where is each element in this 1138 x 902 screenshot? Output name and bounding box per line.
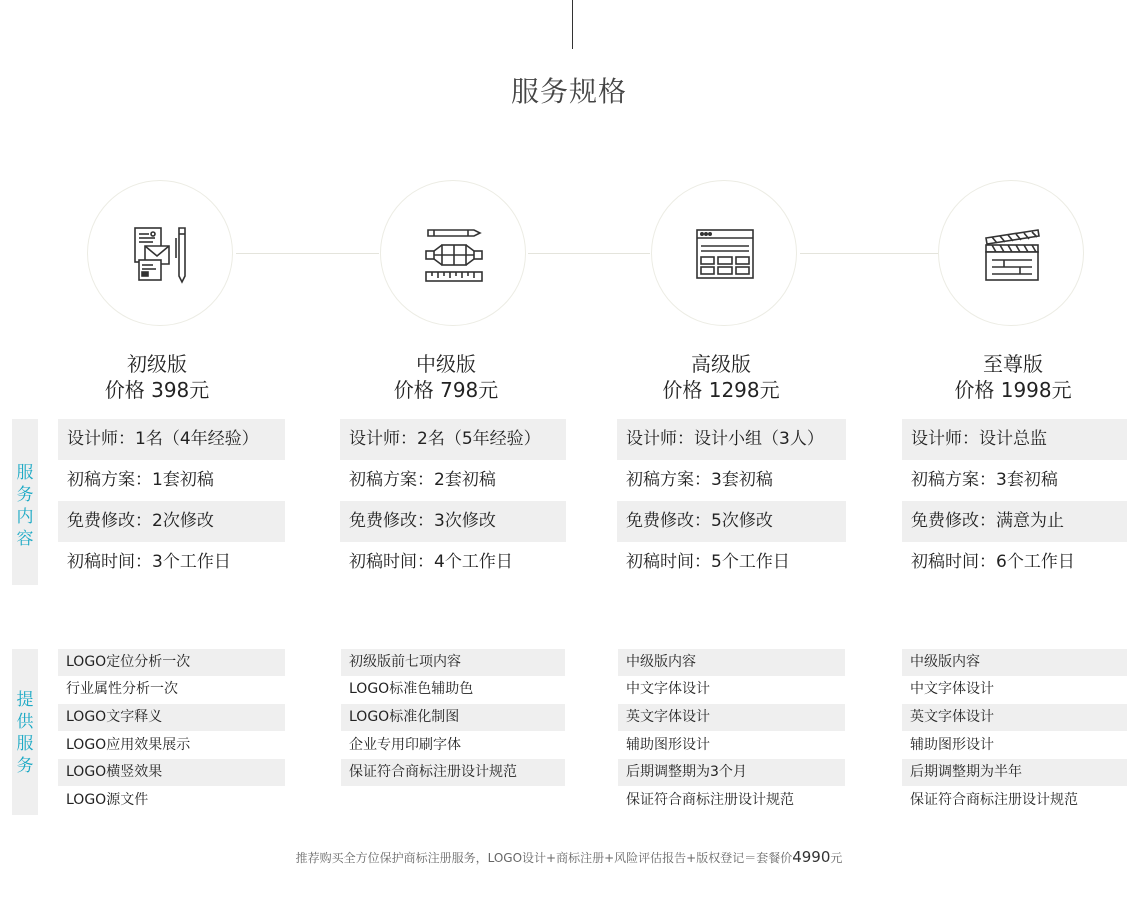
tier-name: 至尊版 [983, 352, 1043, 376]
service-row: 辅助图形设计 [910, 737, 994, 753]
service-row: LOGO标准色辅助色 [349, 681, 474, 697]
content-row: 设计师：设计总监 [902, 419, 1127, 460]
tier-name: 初级版 [127, 352, 187, 376]
content-row: 初稿时间：6个工作日 [911, 552, 1075, 572]
service-row: 行业属性分析一次 [66, 681, 178, 697]
service-row: 辅助图形设计 [626, 737, 710, 753]
service-row: 保证符合商标注册设计规范 [341, 759, 565, 786]
content-row: 设计师：设计小组（3人） [617, 419, 846, 460]
page-title: 服务规格 [510, 75, 627, 108]
tier-icon-circle [380, 180, 526, 326]
tier-name: 中级版 [416, 352, 476, 376]
side-label-text: 服务内容 [16, 463, 34, 549]
footer-price: 4990 [792, 848, 831, 866]
service-row: LOGO应用效果展示 [66, 737, 191, 753]
service-row: 保证符合商标注册设计规范 [626, 792, 794, 808]
service-row: LOGO标准化制图 [341, 704, 565, 731]
footer-text: 推荐购买全方位保护商标注册服务，LOGO设计+商标注册+风险评估报告+版权登记＝套餐价 [295, 851, 793, 865]
documents-icon [131, 224, 191, 284]
content-row: 初稿方案：3套初稿 [626, 470, 773, 490]
side-label-services [12, 649, 38, 815]
service-row: 保证符合商标注册设计规范 [910, 792, 1078, 808]
tier-price: 价格 1298元 [662, 378, 780, 402]
tier-name: 高级版 [691, 352, 751, 376]
service-row: LOGO横竖效果 [58, 759, 285, 786]
tier-icon-circle [87, 180, 233, 326]
content-row: 设计师：1名（4年经验） [58, 419, 285, 460]
tier-price: 价格 1998元 [954, 378, 1072, 402]
content-row: 初稿方案：1套初稿 [67, 470, 214, 490]
service-row: 英文字体设计 [902, 704, 1127, 731]
connector-line [800, 253, 938, 254]
tier-price: 价格 798元 [393, 378, 499, 402]
content-row: 免费修改：满意为止 [902, 501, 1127, 542]
service-row: 初级版前七项内容 [341, 649, 565, 676]
clapperboard-icon [982, 224, 1042, 284]
content-row: 免费修改：3次修改 [340, 501, 566, 542]
footer-unit: 元 [830, 851, 843, 865]
content-row: 初稿方案：3套初稿 [911, 470, 1058, 490]
tier-price: 价格 398元 [104, 378, 210, 402]
service-row: 中文字体设计 [910, 681, 994, 697]
service-row: 中级版内容 [902, 649, 1127, 676]
footer-note [0, 848, 1138, 866]
content-row: 免费修改：5次修改 [617, 501, 846, 542]
content-row: 免费修改：2次修改 [58, 501, 285, 542]
service-row: 后期调整期为3个月 [618, 759, 845, 786]
browser-window-icon [695, 224, 755, 284]
top-divider-line [572, 0, 573, 49]
content-row: 初稿时间：5个工作日 [626, 552, 790, 572]
content-row: 设计师：2名（5年经验） [340, 419, 566, 460]
tier-icon-circle [651, 180, 797, 326]
content-row: 初稿时间：4个工作日 [349, 552, 513, 572]
tier-icon-circle [938, 180, 1084, 326]
service-row: 中文字体设计 [626, 681, 710, 697]
content-row: 初稿时间：3个工作日 [67, 552, 231, 572]
service-row: LOGO源文件 [66, 792, 149, 808]
service-row: 中级版内容 [618, 649, 845, 676]
service-row: LOGO定位分析一次 [58, 649, 285, 676]
service-row: 企业专用印刷字体 [349, 737, 461, 753]
connector-line [236, 253, 379, 254]
content-row: 初稿方案：2套初稿 [349, 470, 496, 490]
side-label-content [12, 419, 38, 585]
service-row: LOGO文字释义 [58, 704, 285, 731]
side-label-text: 提供服务 [16, 690, 34, 776]
service-row: 后期调整期为半年 [902, 759, 1127, 786]
connector-line [528, 253, 650, 254]
service-row: 英文字体设计 [618, 704, 845, 731]
design-tools-icon [424, 224, 484, 284]
